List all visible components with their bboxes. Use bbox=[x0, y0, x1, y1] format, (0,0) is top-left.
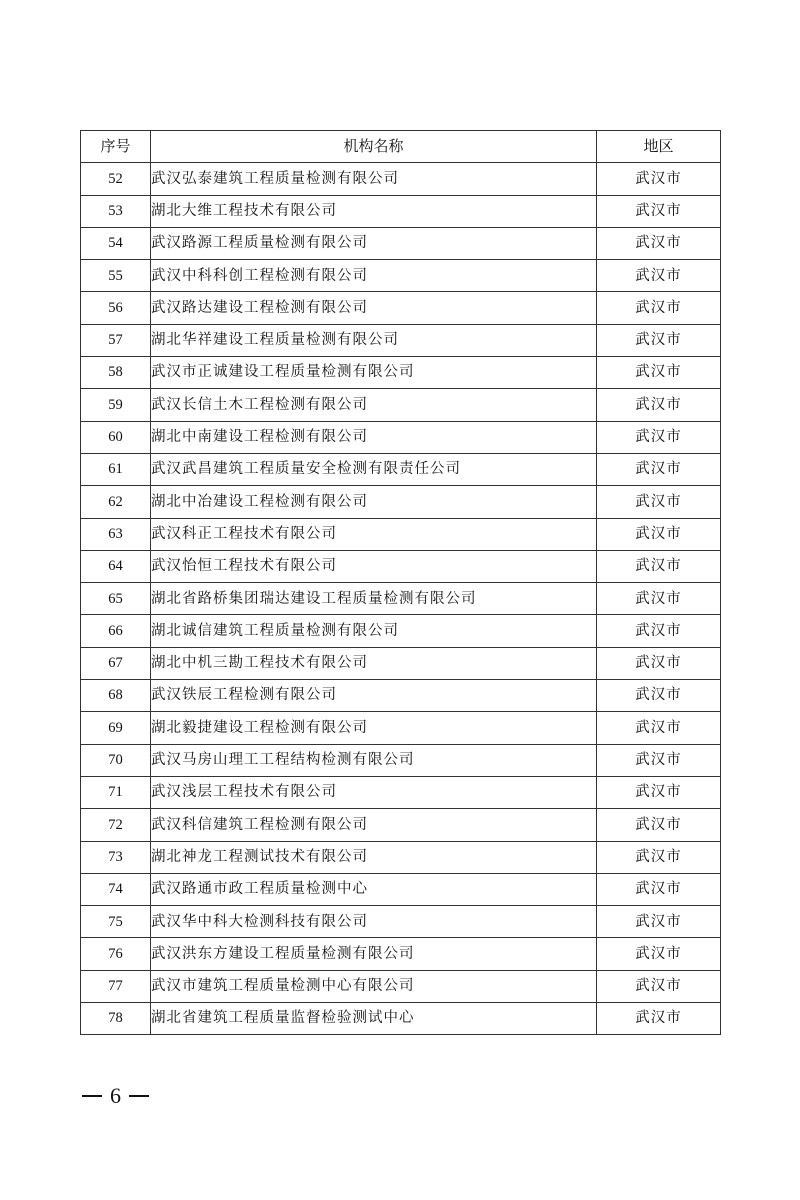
row-institution-name: 湖北毅捷建设工程检测有限公司 bbox=[151, 712, 597, 744]
row-institution-name: 湖北神龙工程测试技术有限公司 bbox=[151, 841, 597, 873]
table-row bbox=[81, 680, 721, 712]
row-region: 武汉市 bbox=[597, 744, 721, 776]
row-region: 武汉市 bbox=[597, 195, 721, 227]
table-row bbox=[81, 776, 721, 808]
row-region: 武汉市 bbox=[597, 647, 721, 679]
table-row bbox=[81, 518, 721, 550]
table-row bbox=[81, 260, 721, 292]
row-institution-name: 武汉马房山理工工程结构检测有限公司 bbox=[151, 744, 597, 776]
row-serial-number: 77 bbox=[81, 970, 151, 1002]
table-row bbox=[81, 195, 721, 227]
row-region: 武汉市 bbox=[597, 712, 721, 744]
row-serial-number: 55 bbox=[81, 260, 151, 292]
row-serial-number: 69 bbox=[81, 712, 151, 744]
row-region: 武汉市 bbox=[597, 680, 721, 712]
table-row bbox=[81, 421, 721, 453]
row-region: 武汉市 bbox=[597, 1003, 721, 1035]
table-row bbox=[81, 712, 721, 744]
row-region: 武汉市 bbox=[597, 776, 721, 808]
row-institution-name: 武汉浅层工程技术有限公司 bbox=[151, 776, 597, 808]
row-serial-number: 63 bbox=[81, 518, 151, 550]
page-number-left-dash bbox=[82, 1095, 102, 1097]
header-region: 地区 bbox=[597, 131, 721, 163]
table-row bbox=[81, 1003, 721, 1035]
row-region: 武汉市 bbox=[597, 163, 721, 195]
row-institution-name: 湖北中机三勘工程技术有限公司 bbox=[151, 647, 597, 679]
row-serial-number: 57 bbox=[81, 324, 151, 356]
row-serial-number: 67 bbox=[81, 647, 151, 679]
row-serial-number: 61 bbox=[81, 453, 151, 485]
table-row bbox=[81, 292, 721, 324]
row-institution-name: 武汉武昌建筑工程质量安全检测有限责任公司 bbox=[151, 453, 597, 485]
row-serial-number: 64 bbox=[81, 550, 151, 582]
row-institution-name: 湖北大维工程技术有限公司 bbox=[151, 195, 597, 227]
table-row bbox=[81, 938, 721, 970]
row-region: 武汉市 bbox=[597, 615, 721, 647]
page-number bbox=[82, 1083, 149, 1109]
row-serial-number: 62 bbox=[81, 486, 151, 518]
row-region: 武汉市 bbox=[597, 421, 721, 453]
row-institution-name: 武汉科正工程技术有限公司 bbox=[151, 518, 597, 550]
table-row bbox=[81, 841, 721, 873]
row-serial-number: 54 bbox=[81, 227, 151, 259]
row-serial-number: 58 bbox=[81, 357, 151, 389]
institution-table bbox=[80, 130, 721, 1035]
row-region: 武汉市 bbox=[597, 389, 721, 421]
row-serial-number: 74 bbox=[81, 873, 151, 905]
row-serial-number: 52 bbox=[81, 163, 151, 195]
table-row bbox=[81, 453, 721, 485]
row-serial-number: 53 bbox=[81, 195, 151, 227]
table-row bbox=[81, 647, 721, 679]
row-institution-name: 武汉中科科创工程检测有限公司 bbox=[151, 260, 597, 292]
row-serial-number: 60 bbox=[81, 421, 151, 453]
row-institution-name: 湖北省路桥集团瑞达建设工程质量检测有限公司 bbox=[151, 583, 597, 615]
row-region: 武汉市 bbox=[597, 906, 721, 938]
row-institution-name: 湖北华祥建设工程质量检测有限公司 bbox=[151, 324, 597, 356]
header-institution-name: 机构名称 bbox=[151, 131, 597, 163]
row-institution-name: 武汉市正诚建设工程质量检测有限公司 bbox=[151, 357, 597, 389]
row-serial-number: 56 bbox=[81, 292, 151, 324]
row-serial-number: 59 bbox=[81, 389, 151, 421]
table-row bbox=[81, 615, 721, 647]
table-row bbox=[81, 809, 721, 841]
row-serial-number: 66 bbox=[81, 615, 151, 647]
table-row bbox=[81, 389, 721, 421]
row-institution-name: 武汉长信土木工程检测有限公司 bbox=[151, 389, 597, 421]
row-institution-name: 武汉路通市政工程质量检测中心 bbox=[151, 873, 597, 905]
row-institution-name: 湖北中南建设工程检测有限公司 bbox=[151, 421, 597, 453]
row-institution-name: 武汉路达建设工程检测有限公司 bbox=[151, 292, 597, 324]
table-header-row bbox=[81, 131, 721, 163]
row-serial-number: 78 bbox=[81, 1003, 151, 1035]
row-region: 武汉市 bbox=[597, 970, 721, 1002]
table-row bbox=[81, 744, 721, 776]
row-region: 武汉市 bbox=[597, 292, 721, 324]
row-region: 武汉市 bbox=[597, 938, 721, 970]
row-serial-number: 72 bbox=[81, 809, 151, 841]
row-region: 武汉市 bbox=[597, 260, 721, 292]
table-row bbox=[81, 583, 721, 615]
row-region: 武汉市 bbox=[597, 227, 721, 259]
row-institution-name: 武汉洪东方建设工程质量检测有限公司 bbox=[151, 938, 597, 970]
row-region: 武汉市 bbox=[597, 486, 721, 518]
row-region: 武汉市 bbox=[597, 873, 721, 905]
row-institution-name: 武汉铁辰工程检测有限公司 bbox=[151, 680, 597, 712]
row-institution-name: 武汉华中科大检测科技有限公司 bbox=[151, 906, 597, 938]
page-number-value: 6 bbox=[110, 1083, 121, 1108]
row-region: 武汉市 bbox=[597, 453, 721, 485]
table-row bbox=[81, 324, 721, 356]
table-row bbox=[81, 970, 721, 1002]
row-region: 武汉市 bbox=[597, 550, 721, 582]
row-serial-number: 73 bbox=[81, 841, 151, 873]
row-institution-name: 湖北中冶建设工程检测有限公司 bbox=[151, 486, 597, 518]
table-row bbox=[81, 486, 721, 518]
row-institution-name: 湖北诚信建筑工程质量检测有限公司 bbox=[151, 615, 597, 647]
header-serial-number: 序号 bbox=[81, 131, 151, 163]
row-institution-name: 武汉路源工程质量检测有限公司 bbox=[151, 227, 597, 259]
table-row bbox=[81, 906, 721, 938]
table-body bbox=[81, 163, 721, 1035]
row-institution-name: 武汉弘泰建筑工程质量检测有限公司 bbox=[151, 163, 597, 195]
row-serial-number: 76 bbox=[81, 938, 151, 970]
row-serial-number: 70 bbox=[81, 744, 151, 776]
row-region: 武汉市 bbox=[597, 357, 721, 389]
table-row bbox=[81, 227, 721, 259]
row-institution-name: 武汉市建筑工程质量检测中心有限公司 bbox=[151, 970, 597, 1002]
row-region: 武汉市 bbox=[597, 809, 721, 841]
table-row bbox=[81, 357, 721, 389]
table-row bbox=[81, 873, 721, 905]
table-row bbox=[81, 550, 721, 582]
row-institution-name: 武汉科信建筑工程检测有限公司 bbox=[151, 809, 597, 841]
row-region: 武汉市 bbox=[597, 583, 721, 615]
row-serial-number: 75 bbox=[81, 906, 151, 938]
row-region: 武汉市 bbox=[597, 841, 721, 873]
row-institution-name: 湖北省建筑工程质量监督检验测试中心 bbox=[151, 1003, 597, 1035]
row-serial-number: 65 bbox=[81, 583, 151, 615]
row-region: 武汉市 bbox=[597, 518, 721, 550]
row-institution-name: 武汉怡恒工程技术有限公司 bbox=[151, 550, 597, 582]
page-number-right-dash bbox=[129, 1095, 149, 1097]
row-serial-number: 68 bbox=[81, 680, 151, 712]
row-region: 武汉市 bbox=[597, 324, 721, 356]
table-row bbox=[81, 163, 721, 195]
row-serial-number: 71 bbox=[81, 776, 151, 808]
